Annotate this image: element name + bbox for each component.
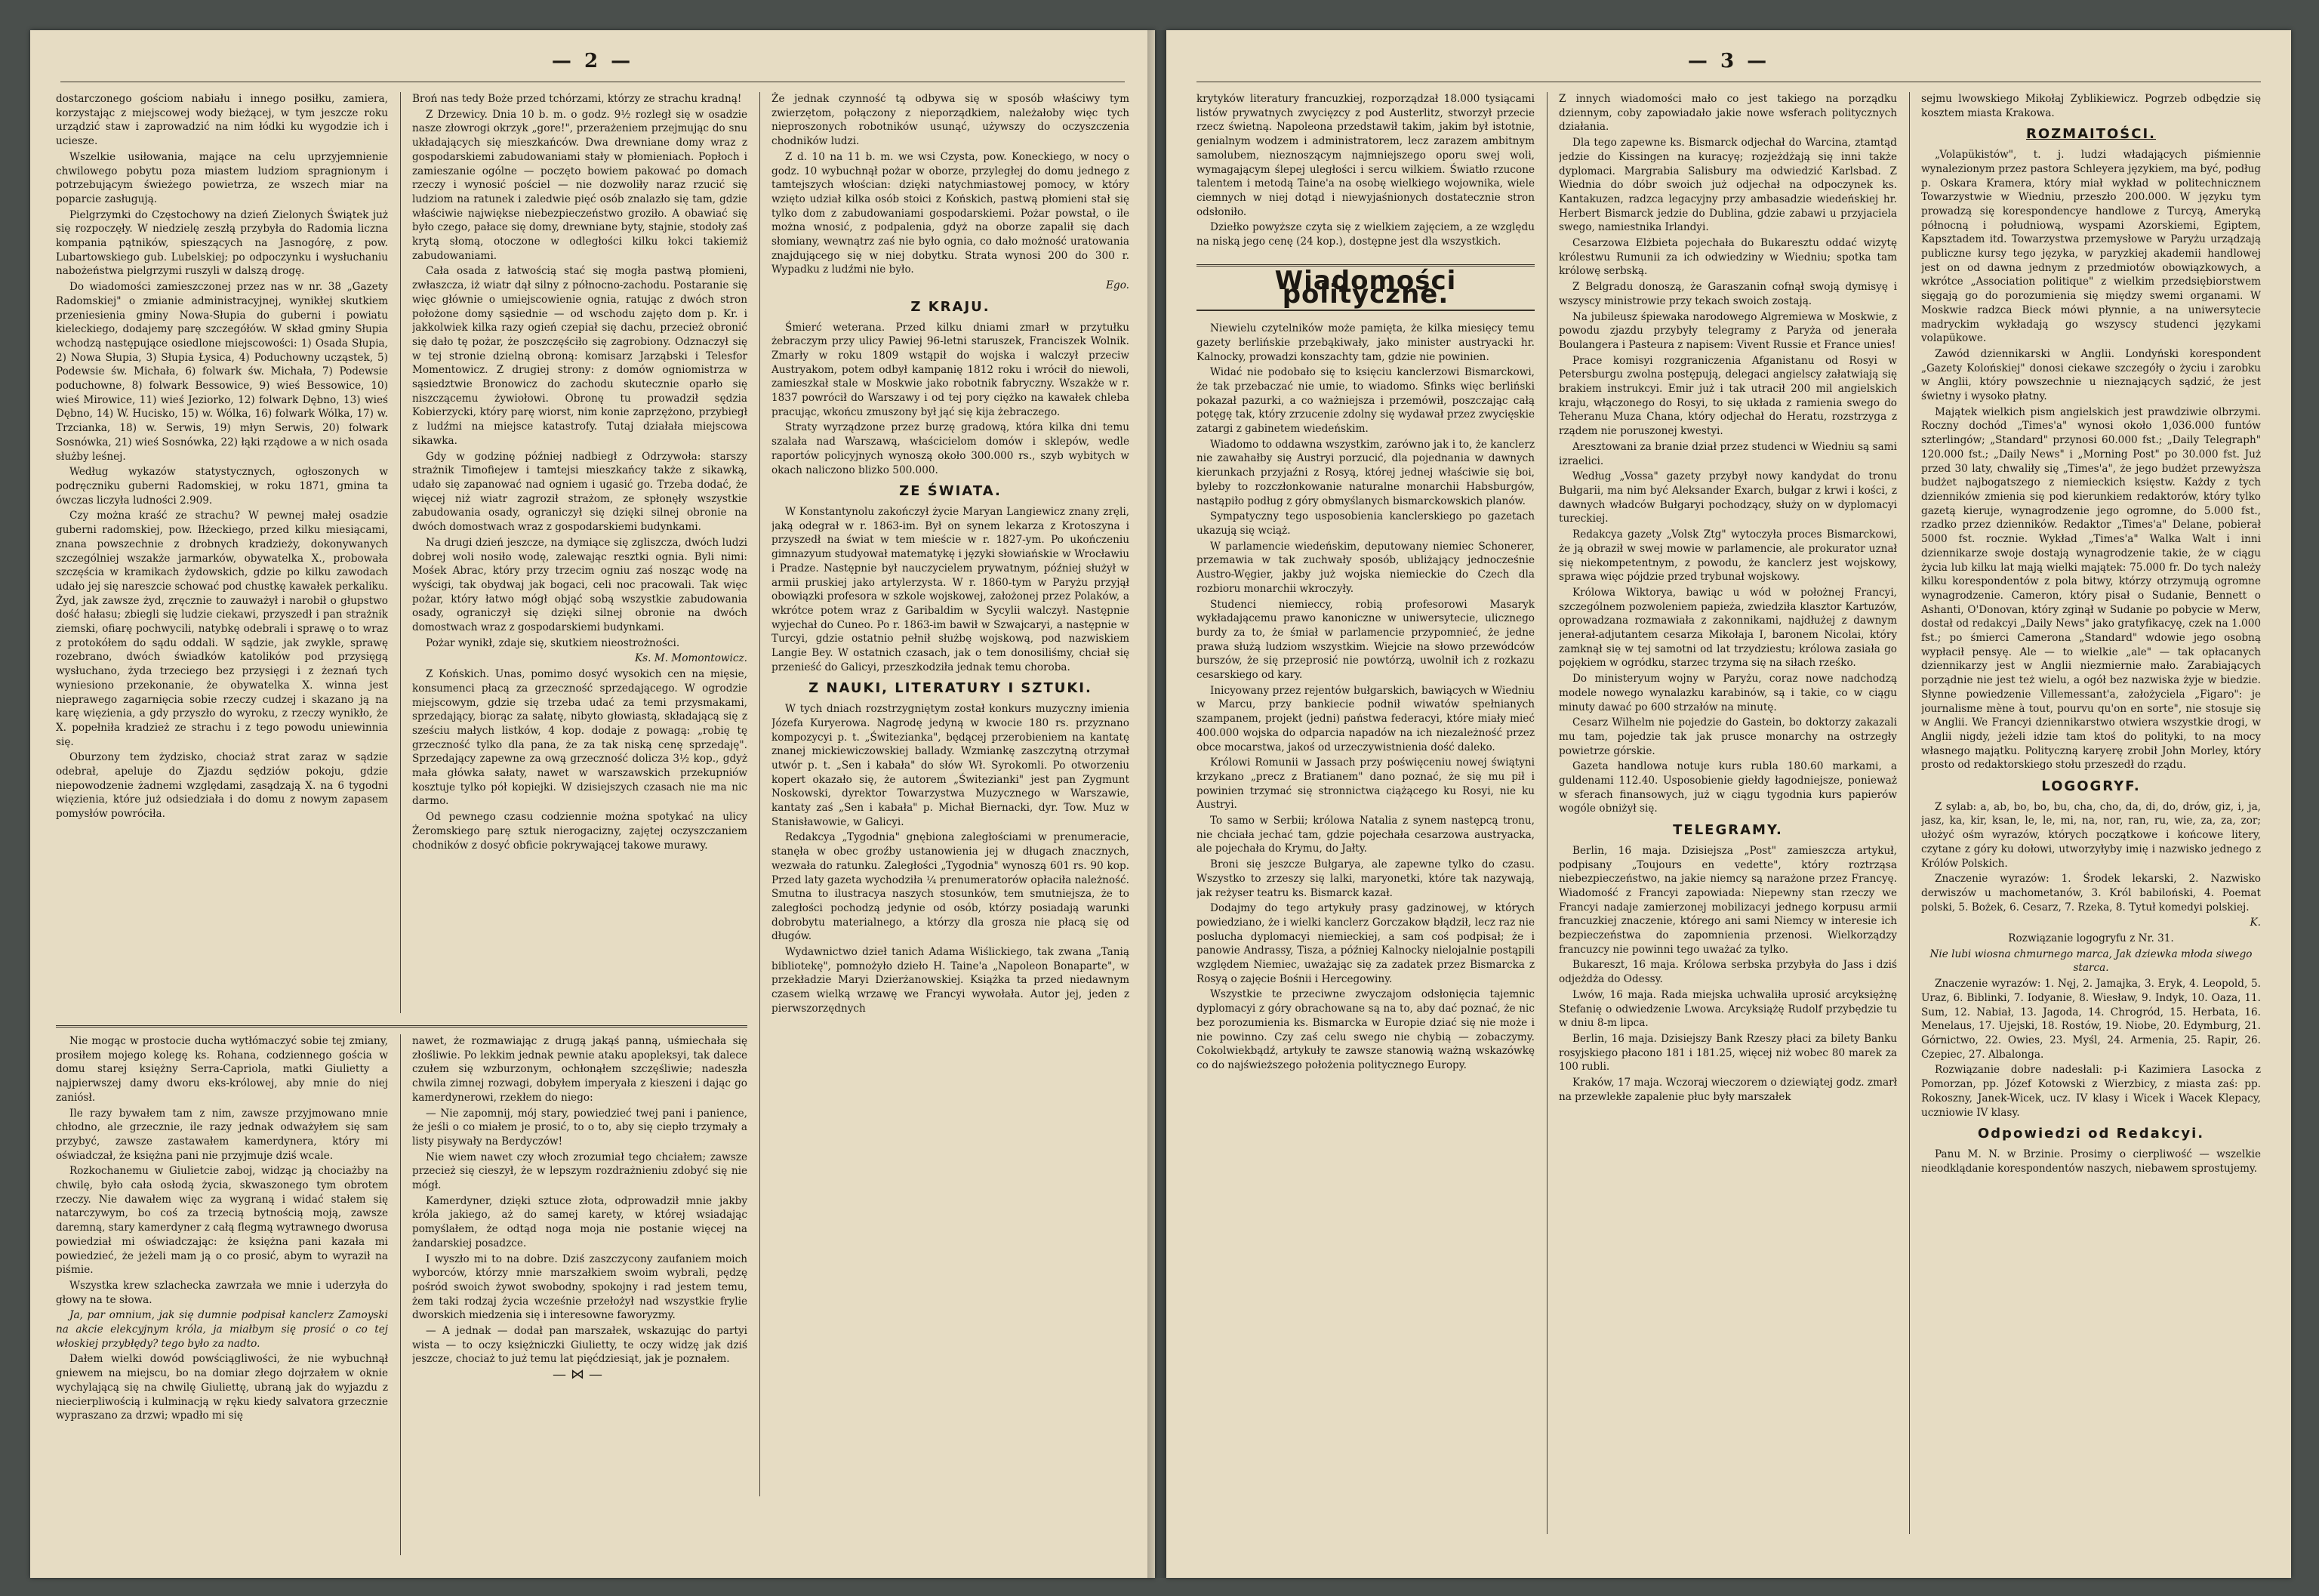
paragraph: Według „Vossa" gazety przybył nowy kandydat do tronu Bułgarii, ma nim być Aleksander Exarch, bułgar z krwi i kości, z dawnych władców Bułgaryi pochodzący, służy on w dyplomacyi tureckiej. xyxy=(1559,470,1897,525)
signature: K. xyxy=(2250,917,2261,929)
column-divider xyxy=(400,1034,401,1555)
signature: Ego. xyxy=(1106,279,1129,292)
paragraph: W tych dniach rozstrzygniętym został konkurs muzyczny imienia Józefa Kuryerowa. Nagrodę jedyną w kwocie 180 rs. przyznano kompozycyi p. t. „Świtezianka", będącej przerobieniem na kantatę znanej mickiewiczowskiej ballady. Wzmiankę zaszczytną otrzymał utwór p. t. „Sen i kabała" do słów Wł. Syrokomli. Po otworzeniu kopert okazało się, że autorem „Świtezianki" jest pan Zygmunt Noskowski, dyrektor Towarzystwa Muzycznego w Warszawie, kantaty zaś „Sen i kabała" p. Michał Biernacki, dyr. Tow. Muz w Stanisławowie, w Galicyi. xyxy=(771,703,1129,828)
paragraph: Od pewnego czasu codziennie można spotykać na ulicy Żeromskiego parę sztuk nierogacizny, zajętej oczyszczaniem chodników z dosyć obficie pokrywającej takowe murawy. xyxy=(412,811,747,852)
paragraph: Aresztowani za branie dział przez studenci w Wiedniu są sami izraelici. xyxy=(1559,440,1897,467)
paragraph: Niewielu czytelników może pamięta, że kilka miesięcy temu gazety berlińskie przebąkiwały, jako minister austryacki hr. Kalnocky, prowadzi konszachty tam, gdzie nie powinien. xyxy=(1196,322,1535,363)
paragraph: Sympatyczny tego usposobienia kanclerskiego po gazetach ukazują się wciąż. xyxy=(1196,510,1535,537)
paragraph: Broń nas tedy Boże przed tchórzami, którzy ze strachu kradną! xyxy=(412,93,742,105)
feuilleton-rule xyxy=(56,1025,747,1028)
signature: Ks. M. Momontowicz. xyxy=(635,652,747,665)
paragraph: — A jednak — dodał pan marszałek, wskazując do partyi wista — to oczy księżniczki Giulietty, te oczy widzę jak dziś jeszcze, chociaż to już temu lat pięćdziesiąt, jak je poznałem. xyxy=(412,1325,747,1366)
feuilleton-column-2 xyxy=(412,1034,747,1555)
section-heading: TELEGRAMY. xyxy=(1673,822,1783,839)
paragraph: Z sylab: a, ab, bo, bo, bu, cha, cho, da, di, do, drów, giz, i, ja, jasz, ka, kir, ksan, le, le, mi, na, nor, ran, ru, wie, za, za, zor; ułożyć ośm wyrazów, których początkowe i końcowe litery, czytane z góry ku dołowi, utworzyłyby imię i nazwisko jednego z Królów Polskich. xyxy=(1921,800,2261,870)
paragraph: Rozkochanemu w Giulietcie zaboj, widząc ją chociażby na chwilę, było cała osłodą życia, skwaszonego tym obrotem rzeczy. Nie dawałem więc za wygraną i widać stałem się natarczywym, bo coś za trzecią bytnością moją, zawsze daremną, stary kamerdyner z całą flegmą wytrawnego dworusa powiedział mi oświadczając: że księżna pani kazała mi powiedzieć, że jeżeli mam ją o co prosić, abym to wyraził na piśmie. xyxy=(56,1165,388,1277)
paragraph: Do ministeryum wojny w Paryżu, coraz nowe nadchodzą modele nowego wynalazku karabinów, są i takie, co w ciągu minuty dawać po 600 strzałów na minutę. xyxy=(1559,673,1897,713)
paragraph: nawet, że rozmawiając z drugą jakąś panną, uśmiechała się złośliwie. Po lekkim jednak pewnie ataku apopleksyi, tak dalece czułem się wzburzonym, ochłonąłem szczęśliwie; nadeszła chwila zimnej rozwagi, dobyłem imperyała z kieszeni i dając go kamerdynerowi, rzekłem do niego: xyxy=(412,1035,747,1104)
paragraph: Ile razy bywałem tam z nim, zawsze przyjmowano mnie chłodno, ale grzecznie, ile razy jednak odważyłem się sam przybyć, zawsze zastawałem kamerdynera, który mi oświadczał, że księżna pani nie przyjmuje dziś wcale. xyxy=(56,1107,388,1162)
paragraph: Studenci niemieccy, robią profesorowi Masaryk wykładającemu prawo kanoniczne w uniwersytecie, ulicznego burdy za to, że śmiał w parlamencie przypomnieć, że jedne prawa służą ludziom wszystkim. Wiejcie na słowo przewódców burszów, że się przeprosić nie powtórzą, uwolnił ich z rozkazu cesarskiego od kary. xyxy=(1196,598,1535,682)
solution-quote: Nie lubi wiosna chmurnego marca, Jak dziewka młoda siwego starca. xyxy=(1929,947,2253,975)
telegram: Kraków, 17 maja. Wczoraj wieczorem o dziewiątej godz. zmarł na przewlekłe zapalenie płuc były marszałek xyxy=(1559,1077,1897,1103)
column-divider xyxy=(1909,92,1910,1534)
page-number: — 3 — xyxy=(1687,50,1770,72)
telegram: Lwów, 16 maja. Rada miejska uchwaliła uprosić arcyksiężnę Stefanię o odwiedzenie Lwowa. Arcyksiążę Rudolf przybędzie tu w dniu 8-m lipca. xyxy=(1559,988,1897,1030)
paragraph: Wiadomo to oddawna wszystkim, zarówno jak i to, że kanclerz nie zawahałby się Austryi porzucić, dla pojednania w dawnych kierunkach przyjaźni z Rosyą, której jednej właściwie się boi, byleby to rozczłonkowanie naturalne monarchii Habsburgów, nastąpiło podług z góry obmyślanych bismarckowskich planów. xyxy=(1196,438,1535,507)
paragraph: Na jubileusz śpiewaka narodowego Algremiewa w Moskwie, z powodu zjazdu przybyły telegramy z Paryża od jenerała Boulangera i Pasteura z napisem: Vivent Russie et France unies! xyxy=(1559,310,1897,351)
paragraph: To samo w Serbii; królowa Natalia z synem następcą tronu, nie chciała jechać tam, gdzie pojechała cesarzowa austryacka, ale pojechała do Krymu, do Jałty. xyxy=(1196,815,1535,855)
section-heading: LOGOGRYF. xyxy=(2041,778,2141,795)
paragraph: dostarczonego gościom nabiału i innego posiłku, zamiera, korzystając z miejscowej wody bieżącej, w tym jeszcze roku urządzić staw i zaprowadzić na nim łódki ku wygodzie ich i uciesze. xyxy=(56,93,388,148)
column-divider xyxy=(759,92,760,1496)
column-divider xyxy=(1547,92,1548,1534)
left-column-3 xyxy=(771,92,1129,1511)
paragraph: Dałem wielki dowód powściągliwości, że nie wybuchnął gniewem na miejscu, bo na domiar złego dojrzałem w oknie wychylającą się na chwilę Giuliettę, ubraną jak do wyjazdu z niecierpliwością i kulminacją w ręku kiedy salvatora grzecznie wypraszano za drzwi; wpadło mi się xyxy=(56,1353,388,1422)
paragraph: Dziełko powyższe czyta się z wielkiem zajęciem, a ze względu na niską jego cenę (24 kop.), dostępne jest dla wszystkich. xyxy=(1196,221,1535,248)
left-column-1 xyxy=(56,92,388,1013)
section-heading: Z KRAJU. xyxy=(910,298,990,315)
paragraph: Wszystkie te przeciwne zwyczajom odsłonięcia tajemnic dyplomacyi z góry obrachowane są na to, aby dać poznać, że nic bez porozumienia ks. Bismarcka w Europie dziać się nie może i nie powinno. Czy zaś celu swego nie chybią — zobaczymy. Cokolwiekbądź, artykuły te zawsze stanowią ważną wskazówkę co do najświeższego położenia politycznego Europy. xyxy=(1196,988,1535,1071)
right-column-1 xyxy=(1196,92,1535,1542)
paragraph: — Nie zapomnij, mój stary, powiedzieć twej pani i panience, że jeśli o co miałem je prosić, to o to, aby się ciepło trzymały a listy pisywały na Berdyczów! xyxy=(412,1107,747,1148)
solution-title: Rozwiązanie logogryfu z Nr. 31. xyxy=(2008,932,2174,945)
newspaper-page-3 xyxy=(1166,30,2291,1578)
paragraph: Śmierć weterana. Przed kilku dniami zmarł w przytułku żebraczym przy ulicy Pawiej 96-letni staruszek, Franciszek Wolnik. Zmarły w roku 1809 wstąpił do wojska i walczył przeciw Austryakom, potem odbył kampanię 1812 roku i wrócił do niewoli, zamieszkał stale w Moskwie jako robotnik fabryczny. Wszakże w r. 1837 powrócił do Warszawy i od tej pory ciężko na kawałek chleba pracując, wkońcu zmuszony był jąć się kija żebraczego. xyxy=(771,321,1129,418)
paragraph: Pożar wynikł, zdaje się, skutkiem nieostrożności. xyxy=(426,636,680,649)
paragraph: Gazeta handlowa notuje kurs rubla 180.60 markami, a guldenami 112.40. Usposobienie giełdy łagodniejsze, ponieważ w sferach finansowych, już w ciągu tygodnia kurs papierów wogóle obniżył się. xyxy=(1559,760,1897,815)
paragraph: Nie wiem nawet czy włoch zrozumiał tego chciałem; zawsze przecież się cieszył, że w lepszym rozdrażnieniu zdobyć się nie mógł. xyxy=(412,1151,747,1192)
paragraph: Znaczenie wyrazów: 1. Nęj, 2. Jamajka, 3. Eryk, 4. Leopold, 5. Uraz, 6. Biblinki, 7. Iodyanie, 8. Wiesław, 9. Indyk, 10. Oaza, 11. Sum, 12. Nabiał, 13. Jagoda, 14. Chrogród, 15. Herbata, 16. Menelaus, 17. Ujejski, 18. Rostów, 19. Niobe, 20. Edymburg, 21. Górnictwo, 22. Owies, 23. Myśl, 24. Armenia, 25. Rapir, 26. Czepiec, 27. Albalonga. xyxy=(1921,978,2261,1061)
paragraph: Do wiadomości zamieszczonej przez nas w nr. 38 „Gazety Radomskiej" o zmianie administracyjnej, wynikłej skutkiem przeniesienia gminy Nowa-Słupia do guberni i powiatu kieleckiego, dodajemy parę szczegółów. W skład gminy Słupia wchodzą następujące osiedlone miejscowości: 1) Osada Słupia, 2) Nowa Słupia, 3) Słupia Łysica, 4) Poduchowny ucząstek, 5) Podewsie św. Michała, 6) folwark św. Michała, 7) Podewsie poduchowne, 8) folwark Bessowice, 9) wieś Bessowice, 10) wieś Mirowice, 11) wieś Jeziorko, 12) folwark Dębno, 13) wieś Dębno, 14) W. Hucisko, 15) w. Wólka, 16) folwark Wólka, 17) w. Trzcianka, 18) w. Serwis, 19) młyn Serwis, 20) folwark Sosnówka, 21) wieś Sosnówka, 22) łąki rządowe a w nich osada służby leśnej. xyxy=(56,281,388,463)
newspaper-page-2 xyxy=(30,30,1155,1578)
paragraph: Nie mogąc w prostocie ducha wytłómaczyć sobie tej zmiany, prosiłem mojego kolegę ks. Rohana, codziennego gościa w domu starej księżny Serra-Capriola, matki Giulietty a najpierwszej damy dworu eks-królowej, aby mnie do niej zaniósł. xyxy=(56,1035,388,1104)
paragraph: Redakcya gazety „Volsk Ztg" wytoczyła proces Bismarckowi, że ją obraził w swej mowie w parlamencie, ale prokurator uznał się niekompetentnym, z powodu, że kanclerz jest wojskowy, sprawa więc pójdzie przed trybunał wojskowy. xyxy=(1559,528,1897,584)
paragraph: Z Końskich. Unas, pomimo dosyć wysokich cen na mięsie, konsumenci płacą za grzeczność sprzedającego. W ogrodzie miejscowym, gdzie się trzeba udać za temi przysmakami, sprzedający, biorąc za sałatę, nibyto głowiastą, składającą się z sześciu małych listków, 4 kop. dodaje z powagą: „robię tę grzeczność tylko dla pana, że za tak niską cenę sprzedaję". Sprzedający zapewne za ową grzeczność dolicza 3½ kop., gdyż mała główka sałaty, nawet w warszawskich przekupniów kosztuje tylko pół kopiejki. W dzisiejszych czasach nie ma nic darmo. xyxy=(412,668,747,808)
feuilleton-column-1 xyxy=(56,1034,388,1555)
paragraph: Dla tego zapewne ks. Bismarck odjechał do Warcina, ztamtąd jedzie do Kissingen na kuracyę; rozjeżdżają się inni także dyplomaci. Margrabia Salisbury ma odwiedzić Karlsbad. Z Wiednia do dóbr swoich już odjechał na odpoczynek ks. Kantakuzen, radzca legacyjny przy ambasadzie wiedeńskiej hr. Herbert Bismarck jedzie do Dublina, gdzie zabawi u przyjaciela swego, namiestnika Irlandyi. xyxy=(1559,137,1897,234)
paragraph: Królowi Romunii w Jassach przy poświęceniu nowej świątyni krzykano „precz z Bratianem" dano poznać, że się mu pił i powinien trzymać się stronnictwa ciążącego ku Rosyi, nie ku Austryi. xyxy=(1196,756,1535,812)
paragraph: Pielgrzymki do Częstochowy na dzień Zielonych Świątek już się rozpoczęły. W niedzielę zeszłą przybyła do Radomia liczna kompania pątników, spieszących na Jasnogórę, z pow. Lubartowskiego gub. Lubelskiej; po odpoczynku i wysłuchaniu nabożeństwa pielgrzymi ruszyli w dalszą drogę. xyxy=(56,208,388,278)
telegram: Berlin, 16 maja. Dzisiejszy Bank Rzeszy płaci za bilety Banku rosyjskiego płacono 181 i 181.25, więcej niż wobec 80 marek za 100 rubli. xyxy=(1559,1033,1897,1074)
paragraph: Redakcya „Tygodnia" gnębiona zaległościami w prenumeracie, stanęła w obec groźby ustanowienia jej w długach znacznych, wezwała do ratunku. Zaległości „Tygodnia" wynoszą 601 rs. 90 kop. Przed laty gazeta wychodziła ¼ prenumeratorów opłaciła należność. Smutna to ilustracya naszych stosunków, tem smutniejsza, że to zaległości pochodzą jedynie od osób, którzy posiadają warunki dobrobytu materialnego, a którzy dla grosza nie płacą się od długów. xyxy=(771,831,1129,943)
right-column-2 xyxy=(1559,92,1897,1542)
paragraph: Znaczenie wyrazów: 1. Środek lekarski, 2. Nazwisko derwiszów u machometanów, 3. Król babiloński, 4. Poemat polski, 5. Bożek, 6. Cesarz, 7. Rzeka, 8. Tytuł komedyi polskiej. xyxy=(1921,873,2261,914)
right-column-3 xyxy=(1921,92,2261,1542)
section-heading: ZE ŚWIATA. xyxy=(899,483,1002,500)
paragraph: Na drugi dzień jeszcze, na dymiące się zgliszcza, dwóch ludzi dobrej woli nosiło wodę, zalewając resztki ognia. Byli nimi: Mośek Abrac, który przy trzecim ogniu zaś nosząc wodę na wyścigi, tak obydwaj jak bogaci, celi noc pracowali. Tak więc pożar, który łatwo mógł objąć sobą wszystkie zabudowania osady, ograniczył się dzięki silnej obronie na dwóch domostwach wraz z gospodarskiemi budynkami. xyxy=(412,536,747,634)
paragraph: Zawód dziennikarski w Anglii. Londyński korespondent „Gazety Kolońskiej" donosi ciekawe szczegóły o życiu i zarobku w Anglii, który powszechnie u nieznających sądzić, że jest świetny i wysoko płatny. xyxy=(1921,347,2261,403)
section-heading: Odpowiedzi od Redakcyi. xyxy=(1977,1126,2205,1142)
section-heading: Z NAUKI, LITERATURY I SZTUKI. xyxy=(808,680,1092,697)
section-heading: ROZMAITOŚCI. xyxy=(2025,126,2157,143)
paragraph: Kamerdyner, dzięki sztuce złota, odprowadził mnie jakby króla jakiego, aż do samej karety, w której wsiadając pomyślałem, że odtąd noga moja nie postanie więcej na żandarskiej posadzce. xyxy=(412,1194,747,1249)
paragraph: Oburzony tem żydzisko, chociaż strat zaraz w sądzie odebrał, apeluje do Zjazdu sędziów pokoju, gdzie niepowodzenie żadnemi względami, zasądzają X. na 6 tygodni więzienia, które już odsiedziała i do domu z nowym zapasem pomysłów powróciła. xyxy=(56,751,388,821)
paragraph: W Konstantynolu zakończył życie Maryan Langiewicz znany zręli, jaką odegrał w r. 1863-im. Był on synem lekarza z Krotoszyna i przyszedł na świat w tem mieście w r. 1827-ym. Po ukończeniu gimnazyum studyował matematykę i języki słowiańskie w Wrocławiu i Pradze. Następnie był nauczycielem prywatnym, później służył w armii pruskiej jako artylerzysta. W r. 1860-tym w Paryżu przyjął obowiązki profesora w szkole wojskowej, założonej przez Polaków, a wkrótce potem wraz z Garibaldim w Sycylii walczył. Następnie wyjechał do Cuneo. Po r. 1863-im bawił w Szwajcaryi, a następnie w Turcyi, gdzie ostatnio pełnił służbę wojskową, pod nazwiskiem Langie Bey. W ostatnich czasach, jak o tem donosiliśmy, chciał się przenieść do Galicyi, przeszkodziła jednak temu choroba. xyxy=(771,505,1129,673)
paragraph: krytyków literatury francuzkiej, rozporządzał 18.000 tysiącami listów prywatnych zwycięzcy z pod Austerlitz, stworzył przecie rzecz świetną. Napoleona przedstawił takim, jakim był istotnie, genialnym wodzem i administratorem, lecz zarazem ambitnym samolubem, nieznoszącym najmniejszego oporu swej woli, wymagającym ślepej uległości i sercu wilkiem. Światło rzucone talentem i metodą Taine'a na osobę wielkiego wojownika, wiele ciemnych w niej dotąd i niewyjaśnionych dostatecznie stron odsłoniło. xyxy=(1196,93,1535,218)
paragraph: Straty wyrządzone przez burzę gradową, która kilka dni temu szalała nad Warszawą, właścicielom domów i sklepów, wedle raportów policyjnych wynoszą około 300.000 rs., szyb wybitych w okach naliczono blizko 500.000. xyxy=(771,421,1129,476)
paragraph: Że jednak czynność tą odbywa się w sposób właściwy tym zwierzętom, połączony z nieporządkiem, należałoby więc tych nieproszonych robotników usunąć, używszy do oczyszczenia chodników ludzi. xyxy=(771,93,1129,148)
paragraph: Cała osada z łatwością stać się mogła pastwą płomieni, zwłaszcza, iż wiatr dął silny z północno-zachodu. Postaranie się więc głównie o umiejscowienie ognia, ratując z dwóch stron położone domy sąsiednie — od wschodu zajęto dom p. Kr. i jakkolwiek kilka razy ogień czepiał się dachu, przecież obronić się dało tę pożar, że poszczęściło się zagrobiony. Odznaczył się w tej stronie dzielną obroną: komisarz Jarząbski i Telesfor Momentowicz. Z drugiej strony: z domów ogniomistrza w sąsiedztwie Bronowicz do zachodu skutecznie oparło się niszczącemu żywiołowi. Obronę tu prowadził sędzia Kobierzycki, który parę wiorst, nim konie zaprzężono, przybiegł z ludźmi na miejsce katastrofy. Tutaj działała miejscowa sikawka. xyxy=(412,265,747,447)
paragraph: Ja, par omnium, jak się dumnie podpisał kanclerz Zamoyski na akcie elekcyjnym króla, ja miałbym się prosić o co tej włoskiej przybłędy? tego było za nadto. xyxy=(56,1309,388,1350)
paragraph: Majątek wielkich pism angielskich jest prawdziwie olbrzymi. Roczny dochód „Times'a" wynosi około 1,036.000 funtów szterlingów; „Standard" przynosi 60.000 fst.; „Daily Telegraph" 120.000 fst.; „Daily News" i „Morning Post" po 30.000 fst. Już przed 30 laty, chwaliły się „Times'a", że jego budżet przewyższa budżet najbogatszego z niemieckich księstw. Każdy z tych dzienników zmienia się pod kierunkiem redaktorów, który tylko gazetą kieruje, wynagrodzenie jego ogromne, do 5.000 fst., rzadko przez dzienników. Redaktor „Times'a" Delane, pobierał 5000 fst. rocznie. Wykład „Times'a" Walka Walt i inni dziennikarze swoje dostają wynagrodzenie takie, że w ciągu życia lub kilku lat mają wielki majątek: 75.000 fr. Do tych należy kilku korespondentów z pola bitwy, którzy otrzymują ogromne wynagrodzenie. Cameron, który pisał o Sudanie, Bennett o Ashanti, O'Donovan, który zginął w Sudanie po pobycie w Merw, dostał od redakcyi „Daily News" jako gratyfikacyę, czek na 1.000 fst.; po śmierci Camerona „Standard" wdowie jego osobną wypłacił pensyę. Ale — to wielkie „ale" — tak opłacanych dziennikarzy jest w Anglii niezmiernie mało. Zarabiających porządnie nie jest też wielu, a ogół bez nazwiska żyje w biedzie. Słynne powiedzenie Villemessant'a, założyciela „Figaro": je journalisme mène à tout, pourvu qu'on en sorte", nie stosuje się w Anglii. We Francyi dziennikarstwo otwiera wszystkie drogi, w Anglii nigdy, jeżeli idzie tam ktoś do polityki, to na mocy własnego majątku. Polityczną karyerę zrobił John Morley, który prosto od redaktorskiego stołu przeszedł do rządu. xyxy=(1921,405,2261,772)
paragraph: Z Belgradu donoszą, że Garaszanin cofnął swoją dymisyę i wszyscy ministrowie przy tekach swoich zostają. xyxy=(1559,281,1897,307)
paragraph: Z Drzewicy. Dnia 10 b. m. o godz. 9½ rozległ się w osadzie nasze złowrogi okrzyk „gore!", przerażeniem przejmując do snu układających się mieszkańców. Dwa drewniane domy wraz z gospodarskiemi zabudowaniami stały w płomieniach. Popłoch i zamieszanie ogólne — poczęto bowiem pakować po domach rzeczy i wynosić pościel — nie dozwoliły naraz rzucić się ludziom na ratunek i zaledwie pięć osób znalazło się tam, gdzie właściwie najwiękse niebezpieczeństwo groziło. A obawiać się było czego, pałace się domy, drewniane byty, stajnie, stodoły zaś krytą słomą, otoczone w odległości kilku łokci takiemiż zabudowaniami. xyxy=(412,108,747,262)
telegram: Bukareszt, 16 maja. Królowa serbska przybyła do Jass i dziś odjeżdża do Odessy. xyxy=(1559,959,1897,986)
paragraph: Według wykazów statystycznych, ogłoszonych w podręczniku guberni Radomskiej, w roku 1871, gmina ta ówczas liczyła ludności 2.909. xyxy=(56,466,388,507)
paragraph: Z innych wiadomości mało co jest takiego na porządku dziennym, coby zapowiadało jakie nowe wsferach politycznych działania. xyxy=(1559,93,1897,134)
paragraph: Widać nie podobało się to księciu kanclerzowi Bismarckowi, że tak przebaczać nie umie, to wiadomo. Sfinks więc berliński pokazał pazurki, a co ważniejsza i przemówił, poszczając całą potęgę tak, który zrzucenie zdolny się wydawał przez zwycięskie zatargi z gabinetem wiedeńskim. xyxy=(1196,366,1535,436)
paragraph: sejmu lwowskiego Mikołaj Zyblikiewicz. Pogrzeb odbędzie się kosztem miasta Krakowa. xyxy=(1921,93,2261,119)
paragraph: Królowa Wiktorya, bawiąc u wód w położnej Francyi, szczególnem pozwoleniem papieża, zwiedziła klasztor Kartuzów, oprowadzana rozmawiała z zakonnikami, najdłużej z dawnym jenerał-adjutantem cesarza Mikołaja I, baronem Nicolai, który zamknął się w tej samotni od lat trzydziestu; królowa zasiała go pojękiem w ogródku, starzec trzyma się na siłach rześko. xyxy=(1559,586,1897,670)
column-divider xyxy=(400,92,401,1013)
politics-headline: Wiadomości polityczne. xyxy=(1196,264,1535,311)
end-ornament: —⋈— xyxy=(553,1366,607,1383)
paragraph: Dodajmy do tego artykuły prasy gadzinowej, w których powiedziano, że i wielki kanclerz Gorczakow błądził, lecz raz nie poslucha dyplomacyi niemieckiej, a sam coś podpisał; że i panowie Andrassy, Tisza, a później Kalnocky nielojalnie postąpili względem Niemiec, uważając się za zadatek przez Bismarcka z Rosyą o zajęcie Bośnii i Hercegowiny. xyxy=(1196,902,1535,985)
paragraph: Wszystka krew szlachecka zawrzała we mnie i uderzyła do głowy na te słowa. xyxy=(56,1279,388,1306)
paragraph: Gdy w godzinę później nadbiegł z Odrzywoła: starszy strażnik Timofiejew i tamtejsi mieszkańcy także z sikawką, udało się zapanować nad ogniem i ugasić go. Trzeba dodać, że więcej niż wiatr zagroził strażom, ze spłonęły wszystkie zabudowania osady, ograniczył się dzięki silnej obronie na dwóch domostwach wraz z gospodarskiemi budynkami. xyxy=(412,450,747,534)
paragraph: Panu M. N. w Brzinie. Prosimy o cierpliwość — wszelkie nieodklądanie korespondentów naszych, niebawem sprostujemy. xyxy=(1921,1148,2261,1175)
paragraph: Rozwiązanie dobre nadesłali: p-i Kazimiera Lasocka z Pomorzan, pp. Józef Kotowski z Wierzbicy, z miasta zaś: pp. Rokoszny, Janek-Wicek, ucz. IV klasy i Wicek i Wacek Klepacy, uczniowie IV klasy. xyxy=(1921,1064,2261,1119)
paragraph: I wyszło mi to na dobre. Dziś zaszczycony zaufaniem moich wyborców, którzy mnie marszałkiem swoim wybrali, pędzę pośród swoich żywot swobodny, spokojny i rad jestem temu, żem taki rodzaj życia wcześnie przełożył nad wszystkie frylie dworskich miedzenia się i interesowne faworyzmy. xyxy=(412,1252,747,1322)
left-column-2 xyxy=(412,92,747,1028)
paragraph: Wydawnictwo dzieł tanich Adama Wiślickiego, tak zwana „Tanią bibliotekę", pomnożyło dzieło H. Taine'a „Napoleon Bonaparte", w przekładzie Maryi Dzierżanowskiej. Książka ta przed niedawnym czasem wielką wrzawę we Francyi wywołała. Autor jej, jeden z pierwszorzędnych xyxy=(771,946,1129,1015)
paragraph: Broni się jeszcze Bułgarya, ale zapewne tylko do czasu. Wszystko to zrzeszy się lalki, maryonetki, które tak nazywają, jak reżyser teatru ks. Bismarck kazał. xyxy=(1196,858,1535,899)
paragraph: Czy można kraść ze strachu? W pewnej małej osadzie guberni radomskiej, pow. Iłżeckiego, przed kilku miesiącami, znana powszechnie z drobnych kradzieży, dokonywanych szczególniej wszakże jarmarków, obywatelka X., probowała szczęścia w kramikach żydowskich, gdzie po kilku zawodach udało jej się nareszcie schować pod chustkę kawałek perkaliku. Żyd, jak zawsze żyd, zręcznie to zauważył i narobił o głupstwo dość hałasu; zbiegli się ludzie ciekawi, przyszedł i pan strażnik ziemski, ofiarę pochwycili, natybkę odebrali i sprawę o to wraz z protokółem do sądu oddali. W sądzie, jak zwykle, sprawę rozebrano, dwóch świadków katolików pod przysięgą wysłuchano, żyda trzeciego bez przysięgi i z żeznań tych wyniesiono przekonanie, że obywatelka X. winna jest nieprawego zagarnięcia sobie rzeczy cudzej i skazano ją na karę więzienia, a gdy przyszło do wyroku, z rzeczy wynikło, że X. popełniła kradzież ze strachu i z tego powodu uniewinnia się. xyxy=(56,510,388,748)
paragraph: Cesarzowa Elżbieta pojechała do Bukaresztu oddać wizytę królestwu Rumunii za ich odwiedziny w Wiedniu; spotka tam królowę serbską. xyxy=(1559,237,1897,278)
telegram: Berlin, 16 maja. Dzisiejsza „Post" zamieszcza artykuł, podpisany „Toujours en vedette", który roztrząsa niebezpieczeństwo, na jakie niemcy są narażone przez Francyę. Wiadomość z Francyi zapowiada: Niepewny stan rzeczy we Francyi nadaje zamierzonej mobilizacyi jednego korpusu armii francuzkiej znaczenie, którego ani sami Niemcy w interesie ich bezpieczeństwa do zapomnienia przenosi. Wielkorządzy francuzcy nie powinni tego uważać za tylko. xyxy=(1559,844,1897,956)
paragraph: Wszelkie usiłowania, mające na celu uprzyjemnienie chwilowego pobytu poza miastem ludziom spragnionym i potrzebującym świeżego powietrza, ze wszech miar na poparcie zasługują. xyxy=(56,150,388,205)
paragraph: „Volapükistów", t. j. ludzi władających piśmiennie wynalezionym przez pastora Schleyera językiem, ma być, podług p. Oskara Kramera, który miał wykład w politechnicznem Towarzystwie w Wiedniu, przeszło 200.000. W języku tym prowadzą się korespondencye handlowe z Turcyą, Ameryką północną i południową, wyspami Azorskiemi, Egiptem, Kapsztadem itd. Towarzystwa przemysłowe w Paryżu urządzają publiczne kursy tego języka, w paryzkiej akademii handlowej jest on od dawna jednym z przedmiotów obowiązkowych, a wkrótce „Association politique" z wielkim przedsiębiorstwem sięgają go do porozumienia się między swemi organami. W Moskwie radzca Bieck mówi płynnie, a na uniwersytecie madryckim wykładają go wszyscy studenci językami volapükowe. xyxy=(1921,149,2261,345)
paragraph: Prace komisyi rozgraniczenia Afganistanu od Rosyi w Petersburgu zwolna postępują, delegaci angielscy załatwiają się brakiem instrukcyi. Emir już i tak utracił 200 mil angielskich kraju, włączonego do Rosyi, to się układa z ramienia swego do Teheranu Muza Chana, który odjechał do Heratu, rozstrzyga z rządem nie poruszonej kwestyi. xyxy=(1559,354,1897,438)
paragraph: W parlamencie wiedeńskim, deputowany niemiec Schonerer, przemawia w tak zuchwały sposób, ubliżający jednocześnie Austro-Węgier, jakby już wojska niemieckie do Czech dla rozbioru monarchii wkroczyły. xyxy=(1196,540,1535,595)
paragraph: Inicyowany przez rejentów bułgarskich, bawiących w Wiedniu w Marcu, przy bankiecie podnił wiwatów spełnianych szampanem, projekt (jedni) państwa federacyi, które miały mieć 400.000 wojska do odparcia napadów na ich niezależność przez obce mocarstwa, jakoś od urzeczywistnienia dość daleko. xyxy=(1196,684,1535,753)
paragraph: Z d. 10 na 11 b. m. we wsi Czysta, pow. Koneckiego, w nocy o godz. 10 wybuchnął pożar w oborze, przyległej do domu jednego z tamtejszych włościan: dzięki natychmiastowej pomocy, w który wzięto udział kilka osób stoici z Końskich, pastwą płomieni stał się tylko dom z zabudowaniami gospodarskiemi. Pożar powstał, o ile można wnosić, z podpalenia, gdyż na oborze zapalił się dach słomiany, wewnątrz zaś nie było ognia, co dało możność uratowania znajdującego się w niej dobytku. Strata wynosi 200 do 300 r. Wypadku z ludźmi nie było. xyxy=(771,150,1129,276)
page-number: — 2 — xyxy=(551,50,634,72)
paragraph: Cesarz Wilhelm nie pojedzie do Gastein, bo doktorzy zakazali mu tam, pojedzie tak jak prusce monarchy na ostrzegły powietrze górskie. xyxy=(1559,716,1897,757)
